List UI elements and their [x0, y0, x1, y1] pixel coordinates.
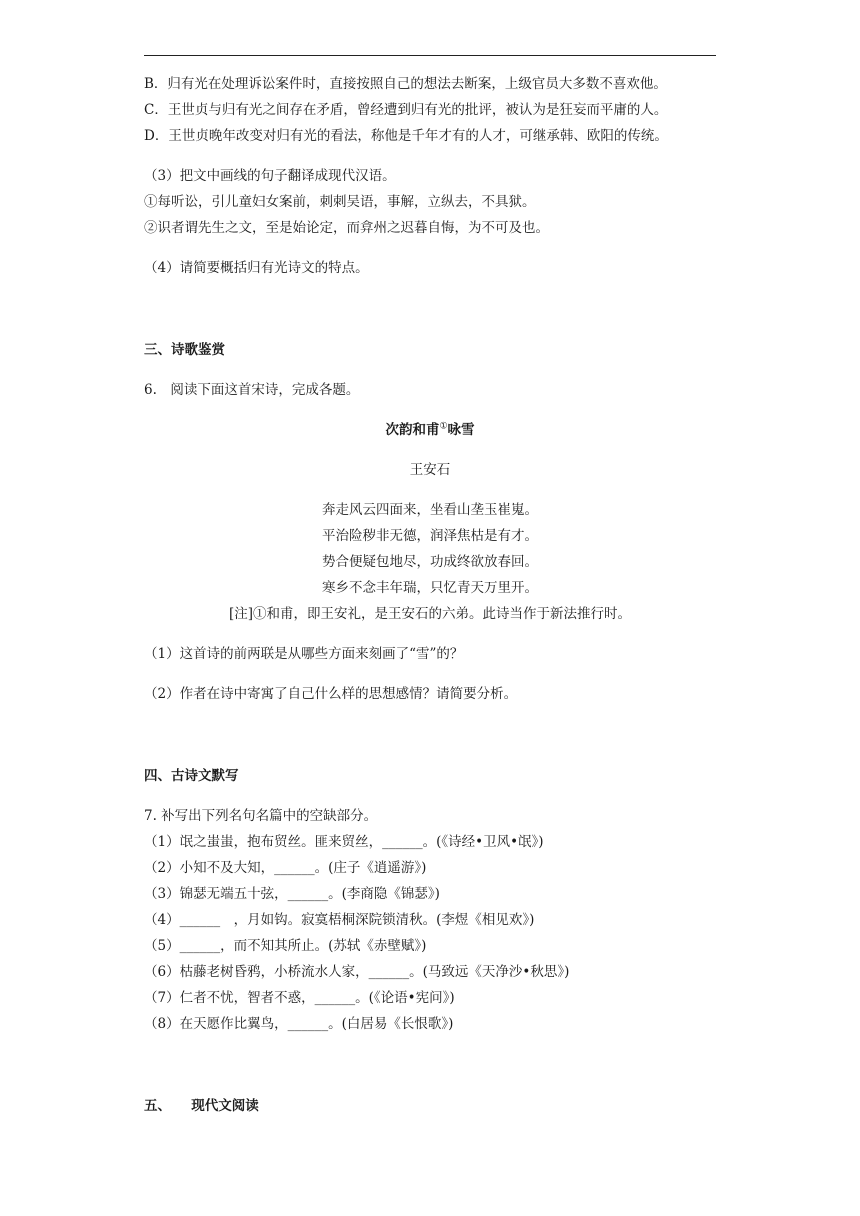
fill-item-8: （8）在天愿作比翼鸟，______。(白居易《长恨歌》): [144, 1016, 454, 1032]
poem-title-main: 次韵和甫: [385, 422, 440, 438]
poem-line-3: 势合便疑包地尽，功成终欲放春回。: [322, 554, 538, 570]
question-7: 7. 补写出下列名句名篇中的空缺部分。: [144, 808, 378, 824]
poem-author: 王安石: [409, 462, 451, 478]
poem-title-tail: 咏雪: [447, 422, 475, 438]
fill-item-1: （1）氓之蚩蚩，抱布贸丝。匪来贸丝，______。(《诗经•卫风•氓》): [144, 834, 544, 850]
fill-item-3: （3）锦瑟无端五十弦，______。(李商隐《锦瑟》): [144, 886, 440, 902]
fill-item-4: （4）______ ，月如钩。寂寞梧桐深院锁清秋。(李煜《相见欢》): [144, 912, 535, 928]
fill-item-7: （7）仁者不忧，智者不惑，______。(《论语•宪问》): [144, 990, 455, 1006]
fill-item-2: （2）小知不及大知，______。(庄子《逍遥游》): [144, 860, 427, 876]
sub-question-3: （3）把文中画线的句子翻译成现代汉语。: [144, 168, 396, 184]
poem-note: [注]①和甫，即王安礼，是王安石的六弟。此诗当作于新法推行时。: [228, 606, 632, 622]
fill-item-6: （6）枯藤老树昏鸦，小桥流水人家，______。(马致远《天净沙•秋思》): [144, 964, 570, 980]
poem-line-4: 寒乡不念丰年瑞，只忆青天万里开。: [322, 580, 538, 596]
question-6-sub-2: （2）作者在诗中寄寓了自己什么样的思想感情？请简要分析。: [144, 686, 518, 702]
poem-line-1: 奔走风云四面来，坐看山垄玉崔嵬。: [322, 502, 538, 518]
poem-title-footnote-mark: ①: [439, 421, 448, 432]
option-b: B．归有光在处理诉讼案件时，直接按照自己的想法去断案，上级官员大多数不喜欢他。: [144, 76, 667, 92]
question-6-sub-1: （1）这首诗的前两联是从哪些方面来刻画了“雪”的？: [144, 646, 464, 662]
section-heading-3: 三、诗歌鉴赏: [144, 342, 225, 358]
translate-item-2: ②识者谓先生之文，至是始论定，而弇州之迟暮自悔，为不可及也。: [144, 220, 549, 236]
poem-line-2: 平治险秽非无德，润泽焦枯是有才。: [322, 528, 538, 544]
option-c: C．王世贞与归有光之间存在矛盾，曾经遭到归有光的批评，被认为是狂妄而平庸的人。: [144, 102, 668, 118]
header-rule: [144, 55, 716, 56]
section-heading-5: 五、 现代文阅读: [144, 1098, 259, 1114]
translate-item-1: ①每听讼，引儿童妇女案前，刺刺吴语，事解，立纵去，不具狱。: [144, 194, 536, 210]
section-heading-4: 四、古诗文默写: [144, 768, 239, 784]
fill-item-5: （5）______，而不知其所止。(苏轼《赤壁赋》): [144, 938, 427, 954]
option-d: D．王世贞晚年改变对归有光的看法，称他是千年才有的人才，可继承韩、欧阳的传统。: [144, 128, 668, 144]
poem-title: [0, 421, 860, 439]
sub-question-4: （4）请简要概括归有光诗文的特点。: [144, 260, 369, 276]
question-6: 6. 阅读下面这首宋诗，完成各题。: [144, 382, 360, 398]
